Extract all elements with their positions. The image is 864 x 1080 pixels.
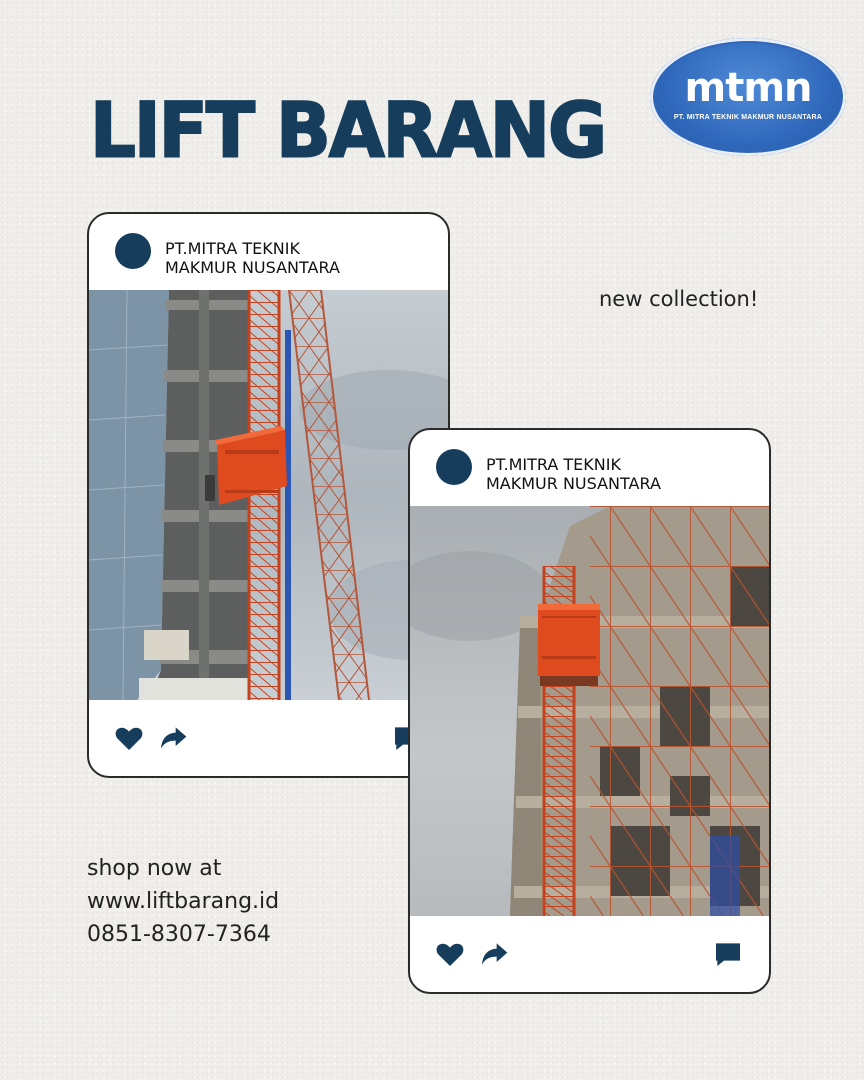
account-name-line1: PT.MITRA TEKNIK xyxy=(486,455,621,474)
avatar[interactable] xyxy=(436,449,472,485)
comment-icon[interactable] xyxy=(712,938,744,970)
logo-main-text: mtmn xyxy=(684,65,812,111)
post-header xyxy=(89,214,448,290)
shop-now-label: shop now at xyxy=(87,856,222,881)
account-name-line2: MAKMUR NUSANTARA xyxy=(486,474,661,493)
share-icon[interactable] xyxy=(478,938,510,970)
post-photo-construction-lift xyxy=(410,506,769,916)
website-link[interactable]: www.liftbarang.id xyxy=(87,889,280,914)
post-card-1 xyxy=(87,212,450,778)
avatar[interactable] xyxy=(115,233,151,269)
post-header xyxy=(410,430,769,506)
heart-icon[interactable] xyxy=(434,938,466,970)
account-name-line1: PT.MITRA TEKNIK xyxy=(165,239,300,258)
account-name[interactable] xyxy=(486,455,661,493)
contact-block xyxy=(87,852,279,951)
post-card-2 xyxy=(408,428,771,994)
post-actions xyxy=(89,700,448,776)
post-photo-construction-lift xyxy=(89,290,448,700)
share-icon[interactable] xyxy=(157,722,189,754)
phone-number: 0851-8307-7364 xyxy=(87,922,271,947)
logo-sub-text: PT. MITRA TEKNIK MAKMUR NUSANTARA xyxy=(673,114,823,121)
heart-icon[interactable] xyxy=(113,722,145,754)
page-title: LIFT BARANG xyxy=(90,86,606,175)
account-name-line2: MAKMUR NUSANTARA xyxy=(165,258,340,277)
post-actions xyxy=(410,916,769,992)
account-name[interactable] xyxy=(165,239,340,277)
tagline: new collection! xyxy=(599,287,759,311)
company-logo xyxy=(650,38,846,156)
